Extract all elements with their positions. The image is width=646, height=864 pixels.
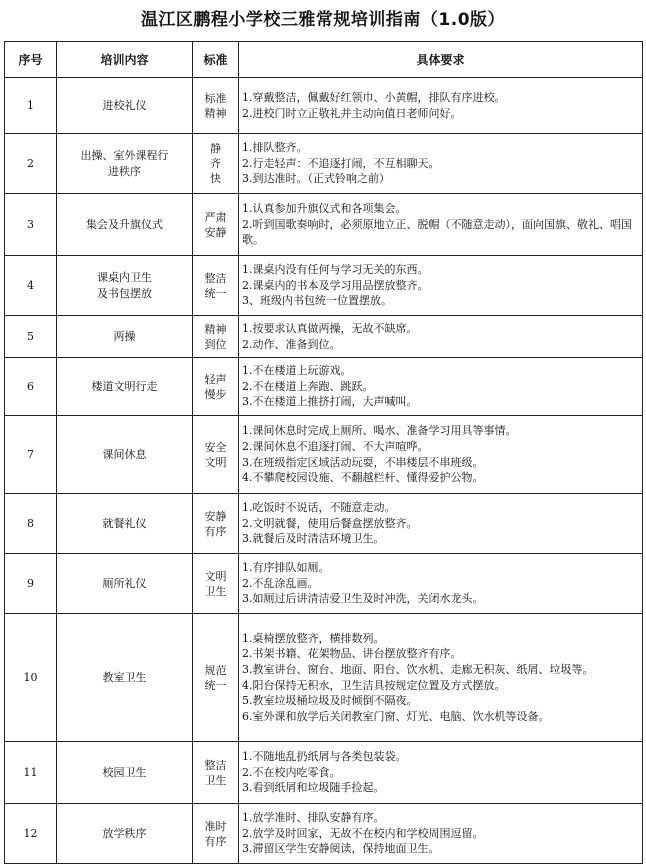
requirement-item: 3.在班级指定区域活动玩耍，不串楼层不串班级。 (242, 455, 484, 469)
row-number: 7 (5, 416, 57, 494)
standard-cell (193, 78, 239, 134)
requirements-cell (239, 742, 643, 804)
standard-cell (193, 358, 239, 416)
standard-text: 有序 (204, 834, 227, 848)
standard-text: 安静 (204, 509, 227, 523)
table-row (5, 256, 643, 316)
training-content: 两操 (113, 329, 136, 343)
standard-text: 准时 (204, 819, 227, 833)
requirements-cell (239, 256, 643, 316)
training-content: 校园卫生 (102, 765, 147, 779)
standard-text: 统一 (204, 286, 227, 300)
table-row (5, 78, 643, 134)
training-content-cell (57, 194, 193, 256)
requirements-cell (239, 416, 643, 494)
standard-text: 快 (210, 172, 221, 185)
requirement-item: 1.有序排队如厕。 (242, 561, 330, 575)
training-content: 就餐礼仪 (102, 516, 147, 530)
training-content-cell (57, 78, 193, 134)
requirement-item: 3.就餐后及时清洁环境卫生。 (242, 532, 385, 546)
requirement-item: 3.不在楼道上推挤打闹，大声喊叫。 (242, 395, 418, 409)
table-body (5, 78, 643, 864)
standard-cell (193, 554, 239, 614)
standard-cell (193, 316, 239, 358)
standard-text: 静 (210, 142, 221, 155)
training-content: 楼道文明行走 (91, 379, 158, 393)
standard-text: 文明 (204, 569, 227, 583)
header-standard: 标准 (193, 42, 239, 78)
training-content: 及书包摆放 (97, 286, 152, 300)
requirement-item: 2.课桌内的书本及学习用品摆放整齐。 (242, 278, 429, 292)
row-number: 10 (5, 614, 57, 742)
requirement-item: 2.动作、准备到位。 (242, 337, 341, 351)
requirements-cell (239, 494, 643, 554)
training-content: 进秩序 (108, 164, 141, 178)
standard-cell (193, 804, 239, 864)
standard-text: 整洁 (204, 271, 227, 285)
training-content-cell (57, 256, 193, 316)
requirements-cell (239, 78, 643, 134)
requirements-cell (239, 554, 643, 614)
row-number: 5 (5, 316, 57, 358)
training-content: 集会及升旗仪式 (86, 217, 163, 231)
training-content-cell (57, 554, 193, 614)
table-row (5, 614, 643, 742)
requirement-item: 1.不在楼道上玩游戏。 (242, 364, 352, 378)
requirement-item: 2.不乱涂乱画。 (242, 576, 319, 590)
requirement-item: 3.看到纸屑和垃圾随手捡起。 (242, 781, 385, 795)
requirement-item: 1.穿戴整洁，佩戴好红领巾、小黄帽，排队有序进校。 (242, 90, 506, 104)
standard-cell (193, 194, 239, 256)
standard-cell (193, 256, 239, 316)
requirement-item: 1.课桌内没有任何与学习无关的东西。 (242, 263, 429, 277)
training-content: 厕所礼仪 (102, 576, 147, 590)
table-row (5, 358, 643, 416)
row-number: 11 (5, 742, 57, 804)
table-row (5, 742, 643, 804)
standard-cell (193, 134, 239, 194)
requirement-item: 3.如厕过后讲清洁爱卫生及时冲洗，关闭水龙头。 (242, 592, 484, 606)
training-content: 教室卫生 (102, 670, 147, 684)
training-content: 放学秩序 (102, 826, 147, 840)
training-content: 出操、室外课程行 (80, 148, 169, 162)
standard-text: 安全 (204, 440, 227, 454)
requirements-cell (239, 614, 643, 742)
training-content: 课间休息 (102, 447, 147, 461)
standard-text: 严肃 (204, 210, 227, 224)
standard-text: 标准 (204, 91, 227, 105)
training-content-cell (57, 494, 193, 554)
header-requirements: 具体要求 (239, 42, 643, 78)
header-num: 序号 (5, 42, 57, 78)
training-content-cell (57, 358, 193, 416)
standard-text: 整洁 (204, 758, 227, 772)
standard-cell (193, 416, 239, 494)
standard-text: 统一 (204, 678, 227, 692)
requirement-item: 3.滞留区学生安静阅读，保持地面卫生。 (242, 842, 440, 856)
requirement-item: 1.不随地乱扔纸屑与各类包装袋。 (242, 750, 407, 764)
requirement-item: 1.放学准时、排队安静有序。 (242, 811, 385, 825)
table-row (5, 494, 643, 554)
requirement-item: 1.排队整齐。 (242, 141, 308, 155)
row-number: 4 (5, 256, 57, 316)
row-number: 1 (5, 78, 57, 134)
standard-text: 到位 (204, 337, 227, 351)
row-number: 2 (5, 134, 57, 194)
page-title: 温江区鹏程小学校三雅常规培训指南（1.0版） (140, 10, 506, 30)
requirement-item: 2.进校门时立正敬礼并主动向值日老师问好。 (242, 106, 462, 120)
requirement-item: 3.教室讲台、窗台、地面、阳台、饮水机、走廊无积灰、纸屑、垃圾等。 (242, 662, 594, 676)
standard-text: 卫生 (204, 773, 227, 787)
training-content: 课桌内卫生 (97, 270, 152, 284)
requirement-item: 3、班级内书包统一位置摆放。 (242, 294, 392, 308)
training-content-cell (57, 804, 193, 864)
standard-text: 安静 (204, 225, 227, 239)
table-row (5, 316, 643, 358)
requirement-item: 2.课间休息不追逐打闹、不大声喧哗。 (242, 439, 429, 453)
requirement-item: 2.行走轻声：不追逐打闹，不互相聊天。 (242, 156, 440, 170)
training-content-cell (57, 614, 193, 742)
requirement-item: 4.阳台保持无积水，卫生洁具按规定位置及方式摆放。 (242, 678, 506, 692)
standard-cell (193, 494, 239, 554)
requirement-item: 2.放学及时回家，无故不在校内和学校周围逗留。 (242, 826, 484, 840)
requirement-item: 1.桌椅摆放整齐，横排数列。 (242, 631, 385, 645)
requirement-item: 2.文明就餐，使用后餐盒摆放整齐。 (242, 516, 418, 530)
standard-text: 有序 (204, 524, 227, 538)
guideline-table (4, 41, 643, 864)
training-content-cell (57, 742, 193, 804)
standard-cell (193, 742, 239, 804)
table-row (5, 416, 643, 494)
standard-text: 轻声 (204, 372, 227, 386)
table-row (5, 134, 643, 194)
requirement-item: 5.教室垃圾桶垃圾及时倾倒不隔夜。 (242, 694, 418, 708)
requirement-item: 3.到达准时。（正式铃响之前） (242, 172, 390, 186)
requirements-cell (239, 804, 643, 864)
training-content-cell (57, 316, 193, 358)
row-number: 12 (5, 804, 57, 864)
requirement-item: 2.听到国歌奏响时，必须原地立正、脱帽（不随意走动），面向国旗、敬礼、唱国歌。 (242, 217, 632, 247)
header-content: 培训内容 (57, 42, 193, 78)
standard-text: 精神 (204, 106, 227, 120)
training-content-cell (57, 416, 193, 494)
requirement-item: 1.认真参加升旗仪式和各项集会。 (242, 202, 407, 216)
requirement-item: 2.不在校内吃零食。 (242, 765, 341, 779)
standard-text: 规范 (204, 663, 227, 677)
standard-text: 卫生 (204, 584, 227, 598)
requirement-item: 6.室外课和放学后关闭教室门窗、灯光、电脑、饮水机等设备。 (242, 709, 550, 723)
table-row (5, 554, 643, 614)
requirements-cell (239, 316, 643, 358)
requirement-item: 1.吃饭时不说话，不随意走动。 (242, 501, 396, 515)
table-row (5, 194, 643, 256)
row-number: 8 (5, 494, 57, 554)
requirement-item: 1.按要求认真做两操，无故不缺席。 (242, 321, 418, 335)
row-number: 9 (5, 554, 57, 614)
standard-text: 慢步 (204, 387, 227, 401)
table-header-row (5, 42, 643, 78)
training-content: 进校礼仪 (102, 98, 147, 112)
requirement-item: 2.不在楼道上奔跑、跳跃。 (242, 379, 374, 393)
training-content-cell (57, 134, 193, 194)
table-row (5, 804, 643, 864)
standard-cell (193, 614, 239, 742)
row-number: 3 (5, 194, 57, 256)
standard-text: 文明 (204, 455, 227, 469)
standard-text: 齐 (210, 157, 221, 170)
requirement-item: 1.课间休息时完成上厕所、喝水、准备学习用具等事情。 (242, 424, 517, 438)
requirements-cell (239, 134, 643, 194)
requirement-item: 2.书架书籍、花架物品、讲台摆放整齐有序。 (242, 647, 462, 661)
requirements-cell (239, 358, 643, 416)
row-number: 6 (5, 358, 57, 416)
requirements-cell (239, 194, 643, 256)
standard-text: 精神 (204, 322, 227, 336)
requirement-item: 4.不攀爬校园设施、不翻越栏杆、懂得爱护公物。 (242, 471, 484, 485)
